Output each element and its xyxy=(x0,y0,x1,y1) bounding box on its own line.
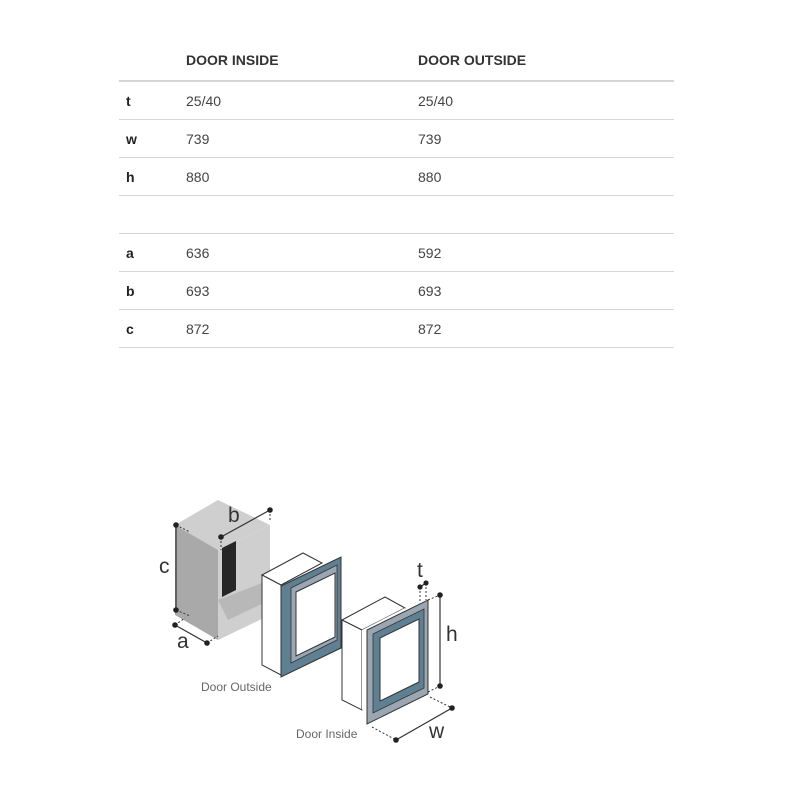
row-outside-value: 872 xyxy=(418,310,674,348)
dimension-t xyxy=(417,580,428,602)
label-c: c xyxy=(159,555,170,578)
label-w: w xyxy=(429,720,445,743)
label-door-outside: Door Outside xyxy=(201,680,272,694)
row-key: w xyxy=(119,120,186,158)
row-inside-value: 25/40 xyxy=(186,81,418,120)
row-outside-value: 25/40 xyxy=(418,81,674,120)
row-key: h xyxy=(119,158,186,196)
row-outside-value: 592 xyxy=(418,234,674,272)
label-b: b xyxy=(228,504,240,527)
header-door-outside: DOOR OUTSIDE xyxy=(418,40,674,81)
niche-opening xyxy=(222,541,236,597)
row-key: b xyxy=(119,272,186,310)
row-key: c xyxy=(119,310,186,348)
header-door-inside: DOOR INSIDE xyxy=(186,40,418,81)
door-inside-unit xyxy=(342,597,428,724)
dimension-h xyxy=(428,592,443,692)
label-h: h xyxy=(446,623,458,646)
label-door-inside: Door Inside xyxy=(296,727,358,741)
row-inside-value: 872 xyxy=(186,310,418,348)
row-outside-value: 739 xyxy=(418,120,674,158)
row-inside-value: 739 xyxy=(186,120,418,158)
row-outside-value: 693 xyxy=(418,272,674,310)
niche-box xyxy=(175,500,270,640)
label-t: t xyxy=(417,559,423,582)
door-outside-unit xyxy=(262,553,341,677)
label-a: a xyxy=(177,630,189,653)
row-inside-value: 880 xyxy=(186,158,418,196)
row-key: a xyxy=(119,234,186,272)
row-inside-value: 693 xyxy=(186,272,418,310)
row-key: t xyxy=(119,81,186,120)
row-outside-value: 880 xyxy=(418,158,674,196)
row-inside-value: 636 xyxy=(186,234,418,272)
